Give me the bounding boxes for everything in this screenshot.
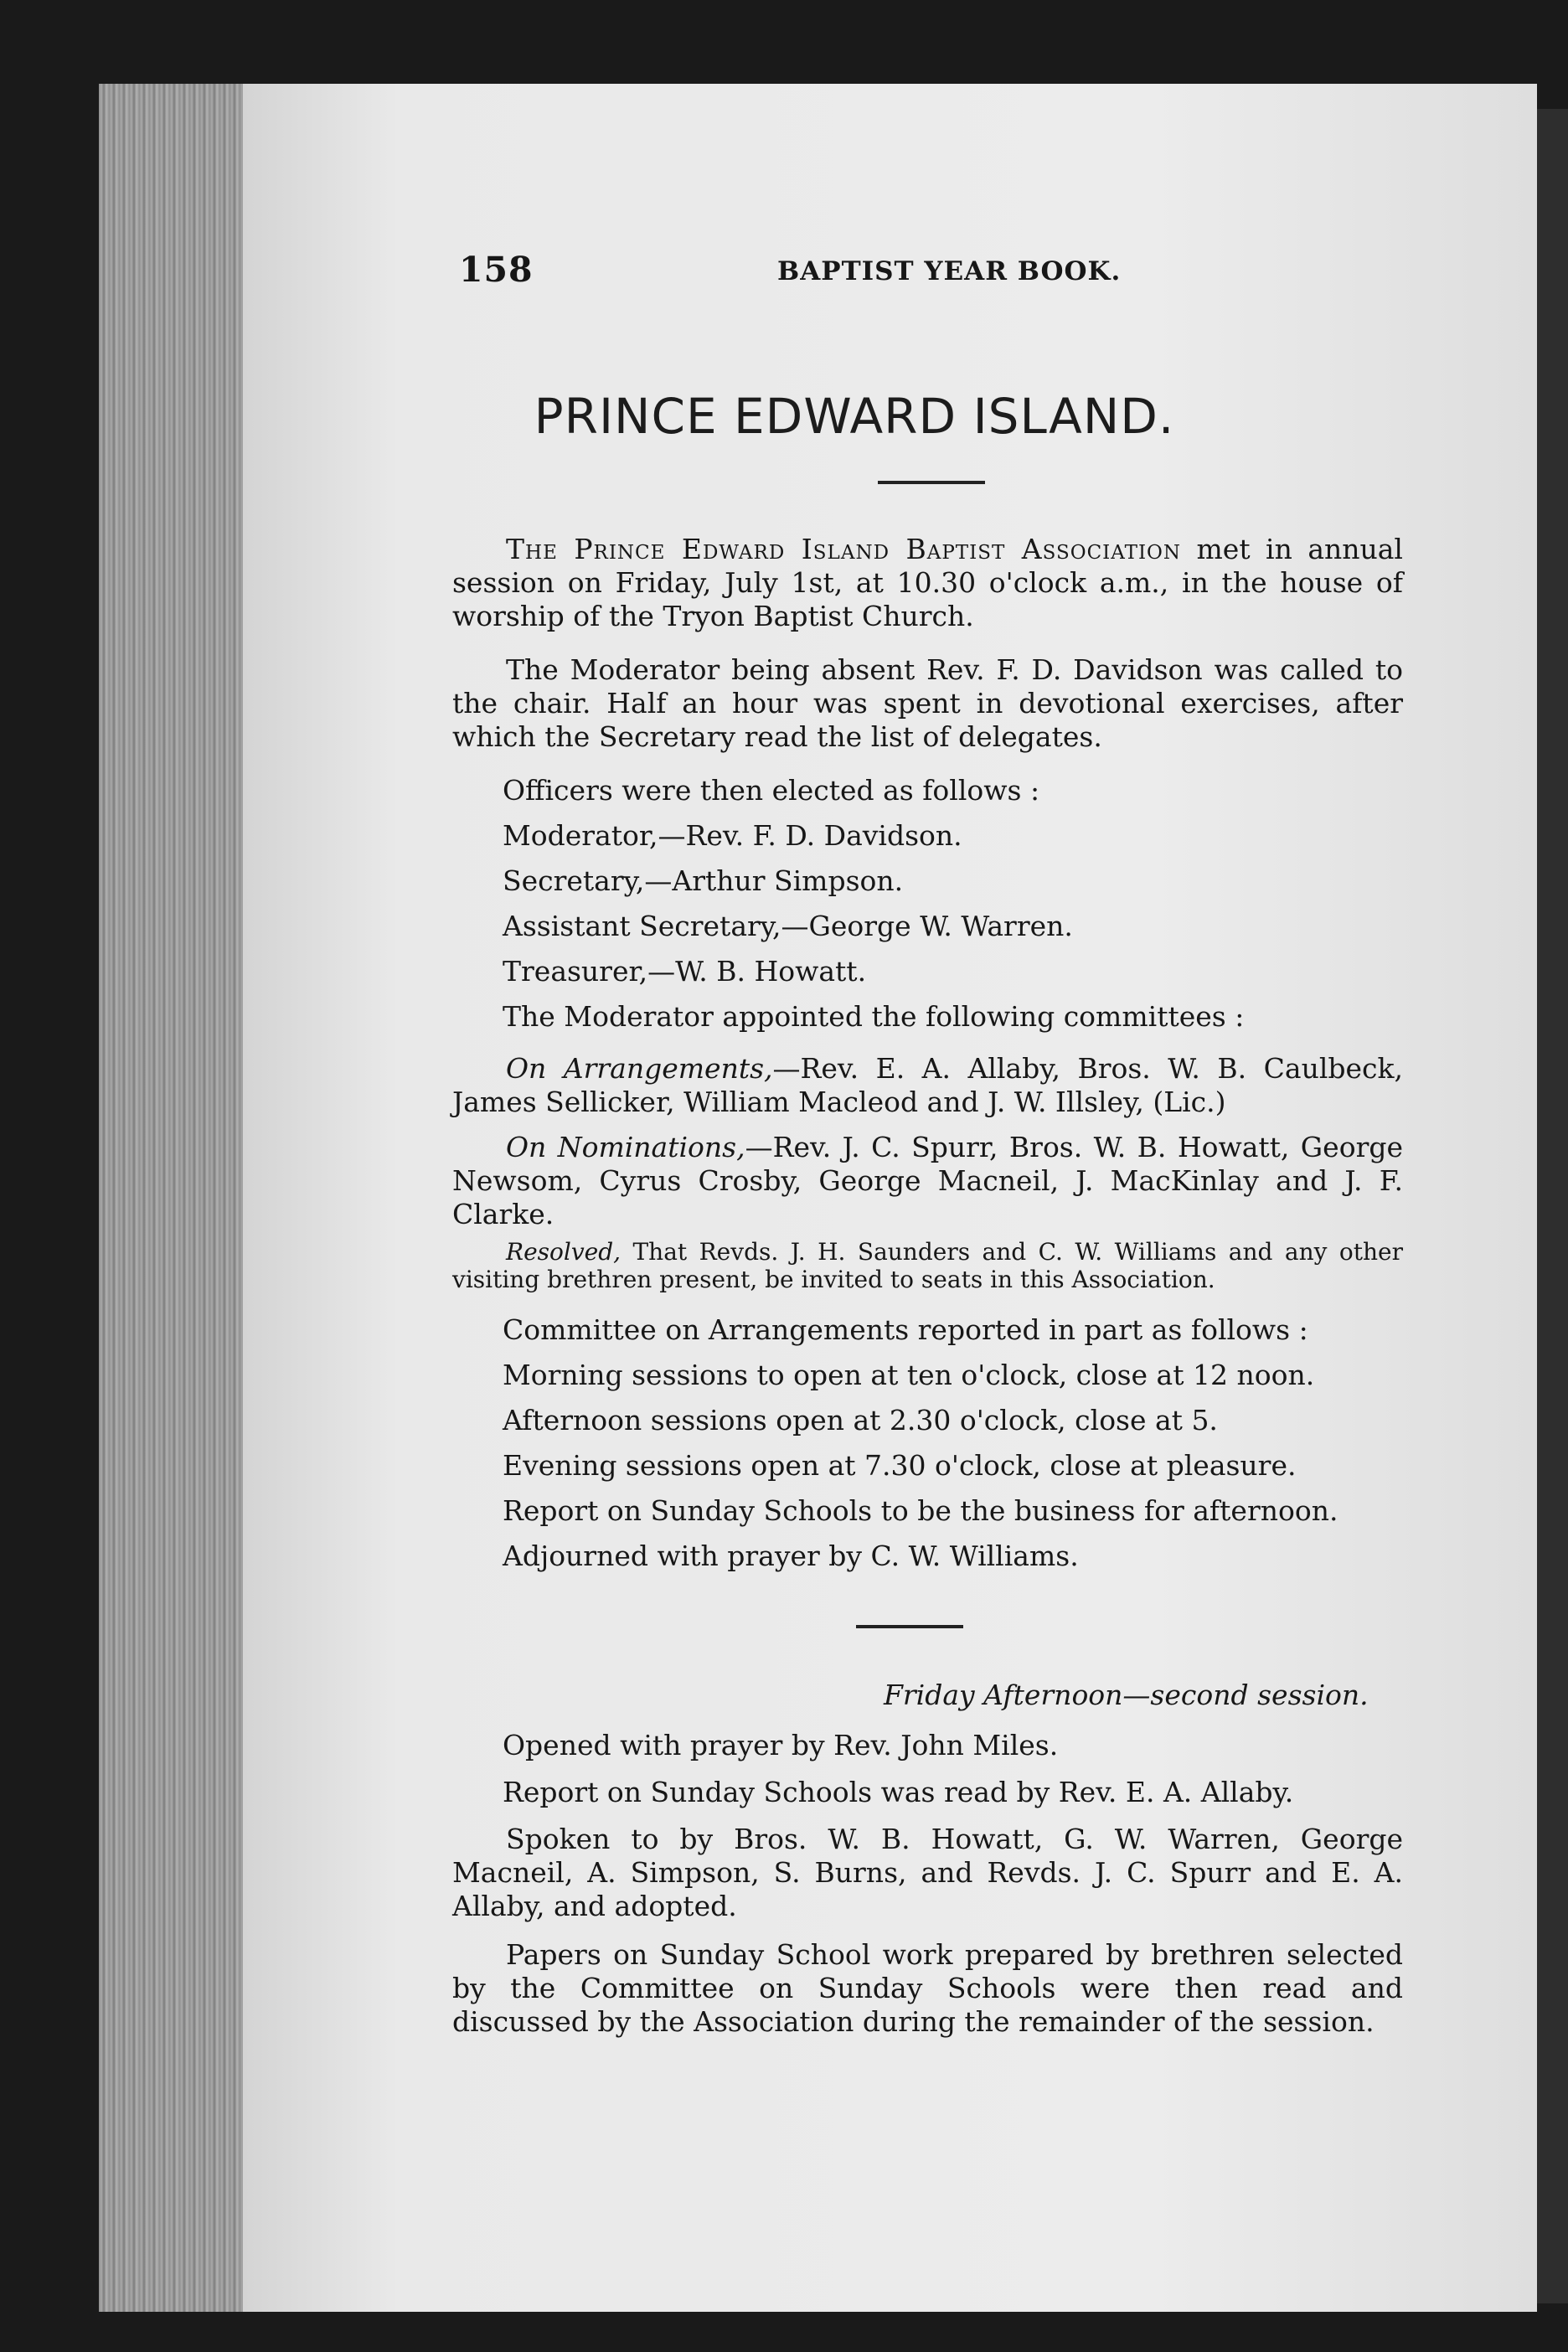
page-number: 158 — [459, 250, 534, 290]
book-spine-shadow — [1537, 109, 1568, 2303]
spoken-text: Spoken to by Bros. W. B. Howatt, G. W. Warren, George Macneil, A. Simpson, S. Burns, and Revds. J. C. Spurr and E. A. Allaby, and adopted. — [452, 1823, 1403, 1922]
intro-text: met in annual session on Friday, July 1st, at 10.30 o'clock a.m., in the house of worship of the Tryon Baptist Church. — [452, 533, 1403, 632]
arrangements-label: On Arrangements, — [506, 1052, 773, 1085]
sunday-schools-business: Report on Sunday Schools to be the business for afternoon. — [503, 1494, 1338, 1527]
moderator-paragraph — [452, 653, 1403, 754]
nominations-committee — [452, 1131, 1403, 1231]
officer-treasurer: Treasurer,—W. B. Howatt. — [503, 955, 867, 988]
sunday-schools-report: Report on Sunday Schools was read by Rev. E. A. Allaby. — [503, 1776, 1294, 1808]
nominations-label: On Nominations, — [506, 1131, 745, 1163]
papers-text: Papers on Sunday School work prepared by brethren selected by the Committee on Sunday Schools were then read and discussed by the Association during the remainder of the session. — [452, 1938, 1403, 2038]
resolved-label: Resolved, — [506, 1238, 622, 1266]
papers-paragraph — [452, 1938, 1403, 2039]
page-edges — [99, 84, 245, 2312]
intro-paragraph — [452, 533, 1403, 633]
adjournment: Adjourned with prayer by C. W. Williams. — [503, 1540, 1079, 1572]
opening-prayer: Opened with prayer by Rev. John Miles. — [503, 1729, 1059, 1761]
officer-moderator: Moderator,—Rev. F. D. Davidson. — [503, 819, 962, 852]
section-divider — [856, 1625, 963, 1628]
session-heading: Friday Afternoon—second session. — [884, 1679, 1369, 1711]
arrangements-report: Committee on Arrangements reported in part as follows : — [503, 1313, 1308, 1346]
nominations-text: —Rev. J. C. Spurr, Bros. W. B. Howatt, George Newsom, Cyrus Crosby, George Macneil, J. MacKinlay and J. F. Clarke. — [452, 1131, 1403, 1230]
page-title: PRINCE EDWARD ISLAND. — [534, 388, 1175, 445]
officers-intro: Officers were then elected as follows : — [503, 774, 1040, 807]
officer-secretary: Secretary,—Arthur Simpson. — [503, 864, 904, 897]
moderator-text: The Moderator being absent Rev. F. D. Davidson was called to the chair. Half an hour was spent in devotional exercises, after which the Secretary read the list of delegates. — [452, 653, 1403, 753]
title-divider — [878, 481, 985, 484]
resolution — [452, 1238, 1403, 1293]
officer-assistant-secretary: Assistant Secretary,—George W. Warren. — [503, 910, 1073, 942]
evening-sessions: Evening sessions open at 7.30 o'clock, close at pleasure. — [503, 1449, 1297, 1482]
running-header: BAPTIST YEAR BOOK. — [777, 256, 1122, 286]
association-name: The Prince Edward Island Baptist Association — [506, 533, 1182, 565]
resolved-text: That Revds. J. H. Saunders and C. W. Williams and any other visiting brethren present, be invited to seats in this Association. — [452, 1238, 1403, 1293]
committees-intro: The Moderator appointed the following committees : — [503, 1000, 1245, 1033]
arrangements-text: —Rev. E. A. Allaby, Bros. W. B. Caulbeck, James Sellicker, William Macleod and J. W. Illsley, (Lic.) — [452, 1052, 1403, 1118]
morning-sessions: Morning sessions to open at ten o'clock, close at 12 noon. — [503, 1359, 1315, 1391]
arrangements-committee — [452, 1052, 1403, 1119]
spoken-paragraph — [452, 1823, 1403, 1923]
afternoon-sessions: Afternoon sessions open at 2.30 o'clock, close at 5. — [503, 1404, 1218, 1436]
